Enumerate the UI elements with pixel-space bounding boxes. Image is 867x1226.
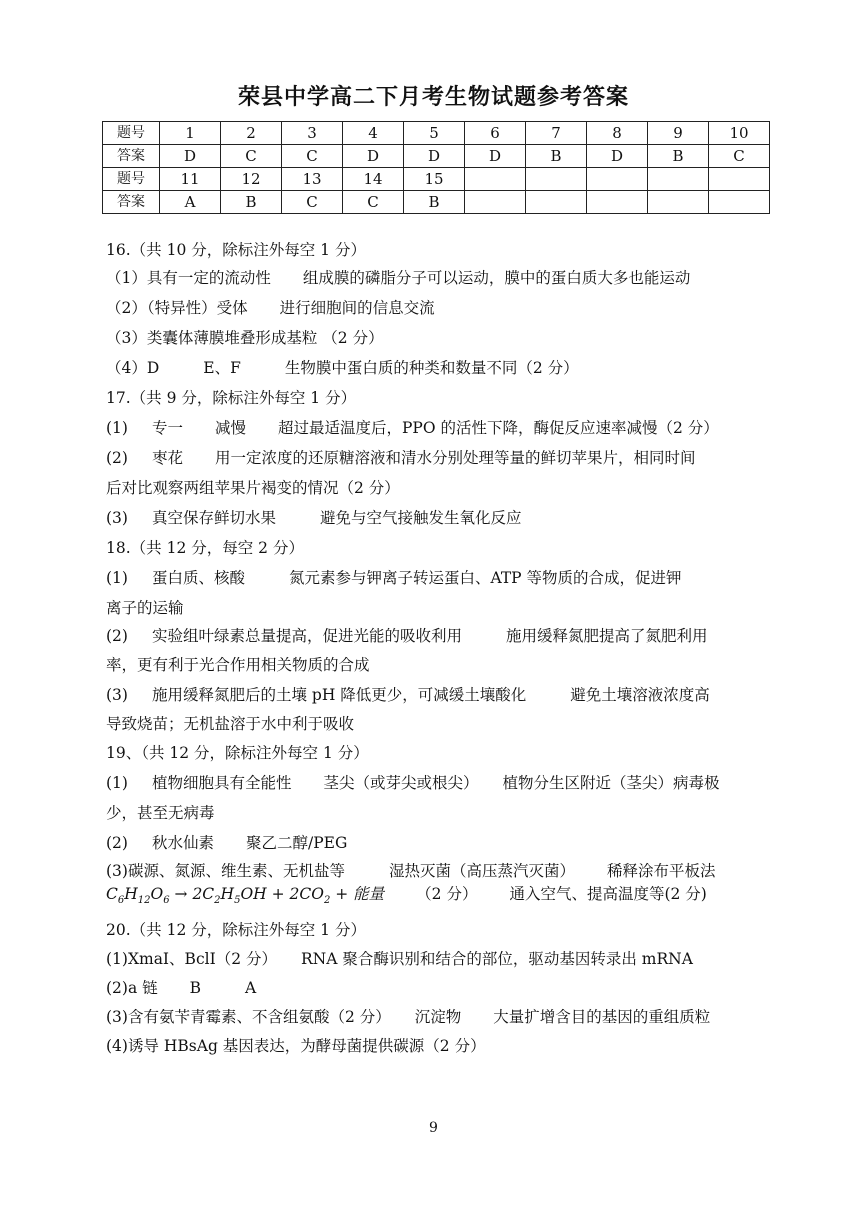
table-cell bbox=[709, 168, 770, 191]
table-cell: 2 bbox=[221, 122, 282, 145]
q18-answer-line: 率，更有利于光合作用相关物质的合成 bbox=[106, 656, 370, 674]
table-cell bbox=[526, 191, 587, 214]
answer-text: 组成膜的磷脂分子可以运动，膜中的蛋白质大多也能运动 bbox=[302, 269, 691, 287]
table-cell: B bbox=[648, 145, 709, 168]
table-cell: 12 bbox=[221, 168, 282, 191]
table-cell: D bbox=[587, 145, 648, 168]
answer-number: (1) bbox=[106, 419, 128, 437]
answer-text: A bbox=[245, 979, 257, 997]
table-cell bbox=[648, 168, 709, 191]
answer-text: (1)XmaⅠ、BclⅠ（2 分） bbox=[106, 950, 277, 968]
q17-answer-line bbox=[106, 448, 696, 468]
q16-answer-line: （3）类囊体薄膜堆叠形成基粒 （2 分） bbox=[106, 329, 384, 347]
table-cell: 5 bbox=[404, 122, 465, 145]
table-cell: C bbox=[343, 191, 404, 214]
table-cell: B bbox=[221, 191, 282, 214]
answer-number: (2) bbox=[106, 627, 128, 645]
answer-text: 秋水仙素 bbox=[151, 834, 214, 852]
answer-text: (3)碳源、氮源、维生素、无机盐等 bbox=[106, 862, 345, 880]
table-row bbox=[103, 145, 770, 168]
q19-answer-line bbox=[106, 861, 716, 881]
answer-text: B bbox=[189, 979, 202, 997]
table-cell: 8 bbox=[587, 122, 648, 145]
q20-answer-line bbox=[106, 978, 256, 998]
answer-number: (1) bbox=[106, 774, 128, 792]
answer-text: （1）具有一定的流动性 bbox=[106, 269, 271, 287]
q18-answer-line bbox=[106, 626, 708, 646]
answer-text: 蛋白质、核酸 bbox=[151, 569, 245, 587]
answer-text: 用一定浓度的还原糖溶液和清水分别处理等量的鲜切苹果片，相同时间 bbox=[214, 449, 696, 467]
answer-text: 植物分生区附近（茎尖）病毒极 bbox=[502, 774, 720, 792]
table-cell: 4 bbox=[343, 122, 404, 145]
answer-number: (3) bbox=[106, 686, 128, 704]
answer-text: 实验组叶绿素总量提高，促进光能的吸收利用 bbox=[151, 627, 462, 645]
answer-text: 避免土壤溶液浓度高 bbox=[570, 686, 710, 704]
q18-heading: 18.（共 12 分，每空 2 分） bbox=[106, 539, 304, 557]
answer-text: 湿热灭菌（高压蒸汽灭菌） bbox=[388, 862, 575, 880]
answer-text: RNA 聚合酶识别和结合的部位，驱动基因转录出 mRNA bbox=[301, 950, 693, 968]
table-cell: 答案 bbox=[103, 191, 160, 214]
table-cell bbox=[465, 191, 526, 214]
answer-text: 真空保存鲜切水果 bbox=[151, 509, 276, 527]
q16-answer-line bbox=[106, 268, 690, 288]
q18-answer-line bbox=[106, 685, 710, 705]
q16-answer-line bbox=[106, 358, 579, 378]
table-cell: D bbox=[160, 145, 221, 168]
table-cell: 题号 bbox=[103, 122, 160, 145]
table-cell: A bbox=[160, 191, 221, 214]
q19-answer-line bbox=[106, 773, 720, 793]
answer-text: 通入空气、提高温度等(2 分) bbox=[509, 885, 707, 903]
page-number: 9 bbox=[429, 1120, 438, 1136]
answer-text: 避免与空气接触发生氧化反应 bbox=[319, 509, 522, 527]
table-cell bbox=[526, 168, 587, 191]
answer-text: 枣花 bbox=[151, 449, 183, 467]
table-cell: C bbox=[221, 145, 282, 168]
table-cell: 11 bbox=[160, 168, 221, 191]
answer-text: E、F bbox=[203, 359, 241, 377]
table-cell bbox=[709, 191, 770, 214]
q17-heading: 17.（共 9 分，除标注外每空 1 分） bbox=[106, 389, 357, 407]
answer-text: 大量扩增含目的基因的重组质粒 bbox=[493, 1008, 711, 1026]
table-cell: C bbox=[282, 191, 343, 214]
answer-text: （2）（特异性）受体 bbox=[106, 299, 248, 317]
answer-text: 茎尖（或芽尖或根尖） bbox=[323, 774, 479, 792]
table-cell: 3 bbox=[282, 122, 343, 145]
answer-text: 超过最适温度后，PPO 的活性下降，酶促反应速率减慢（2 分） bbox=[278, 419, 719, 437]
table-cell: 1 bbox=[160, 122, 221, 145]
table-cell: D bbox=[465, 145, 526, 168]
q18-answer-line bbox=[106, 568, 682, 588]
table-cell: D bbox=[343, 145, 404, 168]
table-cell: 10 bbox=[709, 122, 770, 145]
q20-heading: 20.（共 12 分，除标注外每空 1 分） bbox=[106, 921, 366, 939]
answer-text: 氮元素参与钾离子转运蛋白、ATP 等物质的合成，促进钾 bbox=[288, 569, 682, 587]
answer-table bbox=[102, 121, 770, 214]
table-cell: 6 bbox=[465, 122, 526, 145]
q18-answer-line: 导致烧苗；无机盐溶于水中利于吸收 bbox=[106, 715, 355, 733]
answer-text: （2 分） bbox=[416, 885, 478, 903]
q16-answer-line bbox=[106, 298, 435, 318]
table-row bbox=[103, 122, 770, 145]
answer-number: (3) bbox=[106, 509, 128, 527]
table-cell: B bbox=[526, 145, 587, 168]
table-row bbox=[103, 191, 770, 214]
q17-answer-line bbox=[106, 418, 719, 438]
q20-answer-line bbox=[106, 1007, 710, 1027]
table-cell: C bbox=[282, 145, 343, 168]
answer-number: (1) bbox=[106, 569, 128, 587]
table-cell: D bbox=[404, 145, 465, 168]
table-cell: 9 bbox=[648, 122, 709, 145]
q19-answer-line bbox=[106, 884, 707, 911]
table-cell bbox=[648, 191, 709, 214]
table-cell: C bbox=[709, 145, 770, 168]
table-cell: 7 bbox=[526, 122, 587, 145]
answer-text: (3)含有氨苄青霉素、不含组氨酸（2 分） bbox=[106, 1008, 391, 1026]
answer-text: （4）D bbox=[106, 359, 160, 377]
q20-answer-line bbox=[106, 949, 693, 969]
answer-text: 减慢 bbox=[214, 419, 246, 437]
table-cell: 13 bbox=[282, 168, 343, 191]
answer-text: 沉淀物 bbox=[414, 1008, 462, 1026]
q17-answer-line bbox=[106, 508, 522, 528]
table-cell bbox=[587, 168, 648, 191]
answer-text: 稀释涂布平板法 bbox=[606, 862, 716, 880]
table-cell: 题号 bbox=[103, 168, 160, 191]
answer-text: 聚乙二醇/PEG bbox=[245, 834, 348, 852]
q18-answer-line: 离子的运输 bbox=[106, 599, 184, 617]
table-cell: 答案 bbox=[103, 145, 160, 168]
answer-text: (2)a 链 bbox=[106, 979, 158, 997]
fermentation-equation: $C_6H_{12}O_6 \to 2C_2H_5OH + 2CO_2$ + 能量 bbox=[106, 885, 385, 907]
table-cell: 14 bbox=[343, 168, 404, 191]
answer-text: 植物细胞具有全能性 bbox=[151, 774, 292, 792]
table-cell: 15 bbox=[404, 168, 465, 191]
q19-heading: 19、（共 12 分，除标注外每空 1 分） bbox=[106, 744, 369, 762]
q19-answer-line: 少，甚至无病毒 bbox=[106, 804, 215, 822]
answer-text: 施用缓释氮肥提高了氮肥利用 bbox=[505, 627, 708, 645]
q19-answer-line bbox=[106, 833, 347, 853]
table-row bbox=[103, 168, 770, 191]
answer-number: (2) bbox=[106, 449, 128, 467]
answer-text: 进行细胞间的信息交流 bbox=[279, 299, 435, 317]
page-title: 荣县中学高二下月考生物试题参考答案 bbox=[237, 85, 629, 110]
table-cell bbox=[465, 168, 526, 191]
answer-text: 专一 bbox=[151, 419, 183, 437]
answer-text: 生物膜中蛋白质的种类和数量不同（2 分） bbox=[284, 359, 579, 377]
answer-text: 施用缓释氮肥后的土壤 pH 降低更少，可减缓土壤酸化 bbox=[151, 686, 527, 704]
table-cell bbox=[587, 191, 648, 214]
q16-heading: 16.（共 10 分，除标注外每空 1 分） bbox=[106, 241, 366, 259]
answer-number: (2) bbox=[106, 834, 128, 852]
q20-answer-line: (4)诱导 HBsAg 基因表达，为酵母菌提供碳源（2 分） bbox=[106, 1037, 486, 1055]
table-cell: B bbox=[404, 191, 465, 214]
q17-answer-line: 后对比观察两组苹果片褐变的情况（2 分） bbox=[106, 479, 400, 497]
